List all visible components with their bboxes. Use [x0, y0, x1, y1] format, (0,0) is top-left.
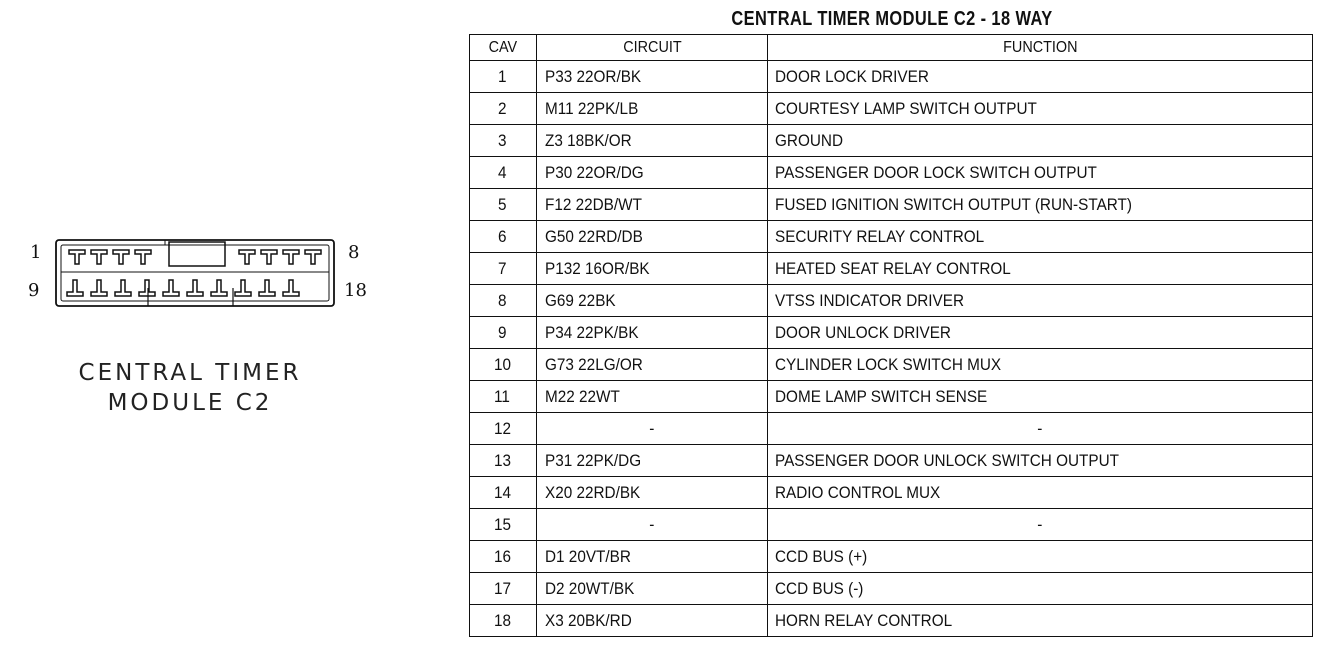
cell-cav: 2: [470, 93, 537, 125]
cell-cav: 15: [470, 509, 537, 541]
cell-circuit: G69 22BK: [537, 285, 768, 317]
cell-function: SECURITY RELAY CONTROL: [768, 221, 1313, 253]
table-row: [470, 573, 1313, 605]
cell-circuit: X3 20BK/RD: [537, 605, 768, 637]
cell-function: DOOR UNLOCK DRIVER: [768, 317, 1313, 349]
pin-label-9: 9: [28, 280, 40, 301]
cell-circuit: P33 22OR/BK: [537, 61, 768, 93]
cell-cav: 12: [470, 413, 537, 445]
cell-cav: 11: [470, 381, 537, 413]
cell-circuit: G50 22RD/DB: [537, 221, 768, 253]
cell-cav: 8: [470, 285, 537, 317]
cell-function: CCD BUS (+): [768, 541, 1313, 573]
cell-cav: 3: [470, 125, 537, 157]
table-row: [470, 157, 1313, 189]
table-row: [470, 349, 1313, 381]
pin-label-1: 1: [30, 242, 42, 263]
cell-function: GROUND: [768, 125, 1313, 157]
cell-function: VTSS INDICATOR DRIVER: [768, 285, 1313, 317]
pin-label-8: 8: [348, 242, 360, 263]
table-title: CENTRAL TIMER MODULE C2 - 18 WAY: [731, 8, 1053, 30]
cell-circuit: M11 22PK/LB: [537, 93, 768, 125]
cell-circuit: F12 22DB/WT: [537, 189, 768, 221]
cell-function: HEATED SEAT RELAY CONTROL: [768, 253, 1313, 285]
cell-circuit: P34 22PK/BK: [537, 317, 768, 349]
cell-circuit: D2 20WT/BK: [537, 573, 768, 605]
table-row: [470, 541, 1313, 573]
connector-diagram: [0, 0, 440, 668]
cell-circuit: P31 22PK/DG: [537, 445, 768, 477]
cell-cav: 5: [470, 189, 537, 221]
cell-cav: 14: [470, 477, 537, 509]
cell-cav: 13: [470, 445, 537, 477]
cell-circuit: P132 16OR/BK: [537, 253, 768, 285]
top-row-terminals: [69, 250, 321, 264]
table-row: [470, 381, 1313, 413]
cell-function: DOOR LOCK DRIVER: [768, 61, 1313, 93]
table-row: [470, 253, 1313, 285]
table-row: [470, 605, 1313, 637]
header-cav: CAV: [470, 35, 537, 61]
cell-function: HORN RELAY CONTROL: [768, 605, 1313, 637]
cell-function: RADIO CONTROL MUX: [768, 477, 1313, 509]
table-row: [470, 189, 1313, 221]
table-row: [470, 93, 1313, 125]
cell-circuit: X20 22RD/BK: [537, 477, 768, 509]
cell-cav: 16: [470, 541, 537, 573]
connector-caption: [40, 358, 340, 418]
bottom-row-terminals: [67, 280, 299, 296]
cell-circuit: P30 22OR/DG: [537, 157, 768, 189]
table-row: [470, 317, 1313, 349]
cell-circuit: -: [537, 509, 768, 541]
cell-function: -: [768, 509, 1313, 541]
header-function: FUNCTION: [768, 35, 1313, 61]
cell-function: PASSENGER DOOR UNLOCK SWITCH OUTPUT: [768, 445, 1313, 477]
cell-cav: 1: [470, 61, 537, 93]
pinout-table: [469, 34, 1313, 637]
table-row: [470, 477, 1313, 509]
table-row: [470, 221, 1313, 253]
caption-line-2: MODULE C2: [107, 390, 273, 416]
table-row: [470, 125, 1313, 157]
cell-function: COURTESY LAMP SWITCH OUTPUT: [768, 93, 1313, 125]
table-row: [470, 413, 1313, 445]
connector-face-graphic: [53, 236, 339, 312]
cell-function: PASSENGER DOOR LOCK SWITCH OUTPUT: [768, 157, 1313, 189]
cell-function: -: [768, 413, 1313, 445]
cell-circuit: Z3 18BK/OR: [537, 125, 768, 157]
cell-circuit: M22 22WT: [537, 381, 768, 413]
header-circuit: CIRCUIT: [537, 35, 768, 61]
cell-cav: 18: [470, 605, 537, 637]
cell-cav: 10: [470, 349, 537, 381]
caption-line-1: CENTRAL TIMER: [78, 360, 302, 386]
cell-function: CYLINDER LOCK SWITCH MUX: [768, 349, 1313, 381]
table-header-row: [470, 35, 1313, 61]
table-row: [470, 61, 1313, 93]
cell-function: DOME LAMP SWITCH SENSE: [768, 381, 1313, 413]
cell-cav: 4: [470, 157, 537, 189]
cell-circuit: -: [537, 413, 768, 445]
cell-function: CCD BUS (-): [768, 573, 1313, 605]
cell-cav: 17: [470, 573, 537, 605]
cell-function: FUSED IGNITION SWITCH OUTPUT (RUN-START): [768, 189, 1313, 221]
cell-cav: 7: [470, 253, 537, 285]
table-row: [470, 285, 1313, 317]
cell-cav: 6: [470, 221, 537, 253]
table-row: [470, 509, 1313, 541]
cell-circuit: D1 20VT/BR: [537, 541, 768, 573]
table-row: [470, 445, 1313, 477]
cell-cav: 9: [470, 317, 537, 349]
pin-label-18: 18: [344, 280, 367, 301]
cell-circuit: G73 22LG/OR: [537, 349, 768, 381]
